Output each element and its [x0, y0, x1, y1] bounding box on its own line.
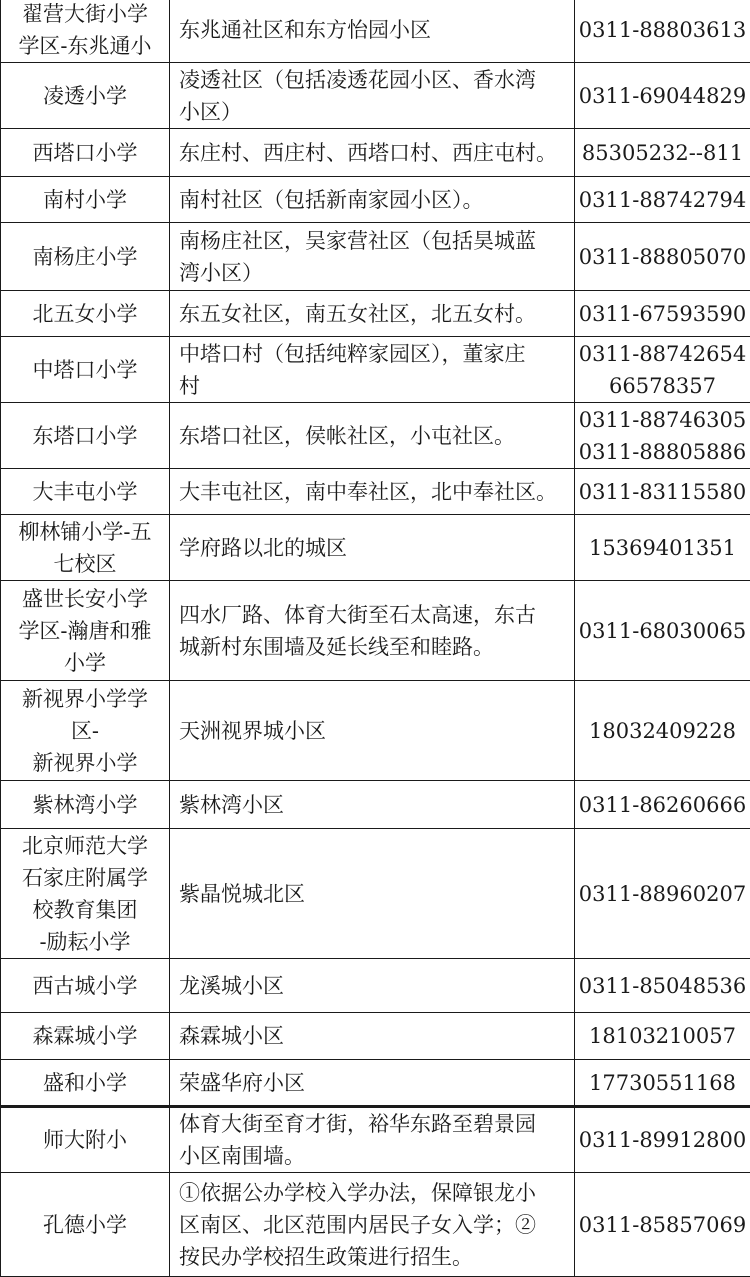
school-line: 师大附小 [5, 1124, 165, 1156]
school-name-cell [1, 0, 170, 63]
table-row [1, 959, 750, 1013]
table-row [1, 1107, 750, 1173]
district-area-cell [170, 129, 575, 177]
school-line: 西古城小学 [5, 970, 165, 1002]
district-area-cell [170, 829, 575, 959]
school-line: 北五女小学 [5, 298, 165, 330]
district-area-cell [170, 291, 575, 337]
phone-cell [575, 337, 750, 403]
school-name-cell [1, 515, 170, 581]
school-name-cell [1, 223, 170, 291]
area-line: 按民办学校招生政策进行招生。 [179, 1241, 568, 1273]
phone-line: 0311-89912800 [577, 1124, 748, 1156]
school-name-cell [1, 1060, 170, 1107]
district-area-cell [170, 781, 575, 829]
school-line: -励耘小学 [5, 926, 165, 958]
phone-line: 0311-88742794 [577, 184, 748, 216]
phone-cell [575, 469, 750, 515]
table-row [1, 1013, 750, 1060]
district-area-cell [170, 223, 575, 291]
school-line: 盛世长安小学 [5, 583, 165, 615]
area-line: 东五女社区，南五女社区，北五女村。 [179, 298, 568, 330]
table-row [1, 1060, 750, 1107]
area-line: 南村社区（包括新南家园小区）。 [179, 184, 568, 216]
district-area-cell [170, 959, 575, 1013]
phone-cell [575, 515, 750, 581]
school-line: 西塔口小学 [5, 137, 165, 169]
school-name-cell [1, 177, 170, 223]
school-line: 北京师范大学 [5, 830, 165, 862]
school-line: 学区-东兆通小 [5, 30, 165, 62]
phone-cell [575, 581, 750, 681]
school-name-cell [1, 829, 170, 959]
phone-line: 0311-68030065 [577, 615, 748, 647]
phone-line: 0311-88960207 [577, 878, 748, 910]
phone-cell [575, 1060, 750, 1107]
area-line: 村 [179, 370, 568, 402]
school-name-cell [1, 403, 170, 469]
table-row [1, 0, 750, 63]
district-area-cell [170, 1107, 575, 1173]
school-name-cell [1, 581, 170, 681]
area-line: 学府路以北的城区 [179, 532, 568, 564]
phone-cell [575, 781, 750, 829]
table-row [1, 581, 750, 681]
phone-cell [575, 403, 750, 469]
area-line: 凌透社区（包括凌透花园小区、香水湾 [179, 64, 568, 96]
table-row [1, 469, 750, 515]
area-line: ①依据公办学校入学办法，保障银龙小 [179, 1177, 568, 1209]
district-area-cell [170, 1173, 575, 1277]
school-name-cell [1, 1107, 170, 1173]
school-name-cell [1, 959, 170, 1013]
school-line: 南杨庄小学 [5, 241, 165, 273]
phone-line: 0311-86260666 [577, 789, 748, 821]
area-line: 荣盛华府小区 [179, 1067, 568, 1099]
area-line: 城新村东围墙及延长线至和睦路。 [179, 631, 568, 663]
district-area-cell [170, 581, 575, 681]
area-line: 东兆通社区和东方怡园小区 [179, 14, 568, 46]
table-row [1, 129, 750, 177]
area-line: 四水厂路、体育大街至石太高速，东古 [179, 599, 568, 631]
phone-cell [575, 1013, 750, 1060]
school-line: 小学 [5, 647, 165, 679]
area-line: 小区南围墙。 [179, 1140, 568, 1172]
table-row [1, 781, 750, 829]
school-name-cell [1, 469, 170, 515]
phone-line: 66578357 [577, 370, 748, 402]
table-row [1, 681, 750, 781]
area-line: 湾小区） [179, 257, 568, 289]
school-line: 盛和小学 [5, 1067, 165, 1099]
table-row [1, 829, 750, 959]
area-line: 紫晶悦城北区 [179, 878, 568, 910]
phone-line: 18032409228 [577, 715, 748, 747]
area-line: 紫林湾小区 [179, 789, 568, 821]
phone-cell [575, 291, 750, 337]
school-line: 南村小学 [5, 184, 165, 216]
school-name-cell [1, 63, 170, 129]
phone-cell [575, 681, 750, 781]
school-line: 柳林铺小学-五 [5, 516, 165, 548]
phone-line: 18103210057 [577, 1020, 748, 1052]
phone-line: 0311-88805070 [577, 241, 748, 273]
school-name-cell [1, 1173, 170, 1277]
phone-cell [575, 829, 750, 959]
table-row [1, 403, 750, 469]
phone-line: 0311-88742654 [577, 338, 748, 370]
phone-line: 0311-88803613 [577, 14, 748, 46]
school-line: 翟营大街小学 [5, 0, 165, 30]
district-area-cell [170, 403, 575, 469]
school-name-cell [1, 781, 170, 829]
table-row [1, 515, 750, 581]
district-area-cell [170, 63, 575, 129]
table-body [1, 0, 750, 1277]
phone-line: 17730551168 [577, 1067, 748, 1099]
phone-cell [575, 129, 750, 177]
district-area-cell [170, 337, 575, 403]
phone-line: 0311-69044829 [577, 80, 748, 112]
school-line: 中塔口小学 [5, 354, 165, 386]
area-line: 东塔口社区，侯帐社区，小屯社区。 [179, 420, 568, 452]
phone-cell [575, 1173, 750, 1277]
district-area-cell [170, 1060, 575, 1107]
area-line: 区南区、北区范围内居民子女入学；② [179, 1209, 568, 1241]
area-line: 体育大街至育才街，裕华东路至碧景园 [179, 1108, 568, 1140]
school-line: 东塔口小学 [5, 420, 165, 452]
school-line: 孔德小学 [5, 1209, 165, 1241]
table-row [1, 223, 750, 291]
area-line: 大丰屯社区，南中奉社区，北中奉社区。 [179, 476, 568, 508]
district-area-cell [170, 1013, 575, 1060]
district-area-cell [170, 469, 575, 515]
district-area-cell [170, 681, 575, 781]
phone-line: 0311-85048536 [577, 970, 748, 1002]
table-row [1, 177, 750, 223]
area-line: 中塔口村（包括纯粹家园区），董家庄 [179, 338, 568, 370]
phone-cell [575, 177, 750, 223]
school-line: 石家庄附属学 [5, 862, 165, 894]
school-name-cell [1, 1013, 170, 1060]
area-line: 东庄村、西庄村、西塔口村、西庄屯村。 [179, 137, 568, 169]
phone-cell [575, 63, 750, 129]
table-row [1, 1173, 750, 1277]
district-area-cell [170, 177, 575, 223]
phone-line: 0311-88746305 [577, 404, 748, 436]
school-line: 凌透小学 [5, 80, 165, 112]
phone-line: 0311-88805886 [577, 436, 748, 468]
school-line: 七校区 [5, 548, 165, 580]
school-line: 新视界小学 [5, 747, 165, 779]
phone-line: 85305232--811 [577, 137, 748, 169]
school-name-cell [1, 337, 170, 403]
area-line: 天洲视界城小区 [179, 715, 568, 747]
table-row [1, 63, 750, 129]
school-name-cell [1, 681, 170, 781]
area-line: 森霖城小区 [179, 1020, 568, 1052]
school-line: 森霖城小学 [5, 1020, 165, 1052]
area-line: 小区） [179, 96, 568, 128]
area-line: 南杨庄社区，吴家营社区（包括昊城蓝 [179, 225, 568, 257]
school-line: 校教育集团 [5, 894, 165, 926]
phone-line: 0311-85857069 [577, 1209, 748, 1241]
school-line: 大丰屯小学 [5, 476, 165, 508]
table-row [1, 291, 750, 337]
phone-line: 0311-67593590 [577, 298, 748, 330]
phone-cell [575, 0, 750, 63]
phone-cell [575, 1107, 750, 1173]
school-line: 紫林湾小学 [5, 789, 165, 821]
school-line: 新视界小学学 [5, 683, 165, 715]
school-name-cell [1, 129, 170, 177]
table-row [1, 337, 750, 403]
phone-line: 0311-83115580 [577, 476, 748, 508]
phone-cell [575, 223, 750, 291]
school-line: 区- [5, 715, 165, 747]
district-area-cell [170, 515, 575, 581]
school-line: 学区-瀚唐和雅 [5, 615, 165, 647]
district-area-cell [170, 0, 575, 63]
area-line: 龙溪城小区 [179, 970, 568, 1002]
school-name-cell [1, 291, 170, 337]
phone-line: 15369401351 [577, 532, 748, 564]
phone-cell [575, 959, 750, 1013]
